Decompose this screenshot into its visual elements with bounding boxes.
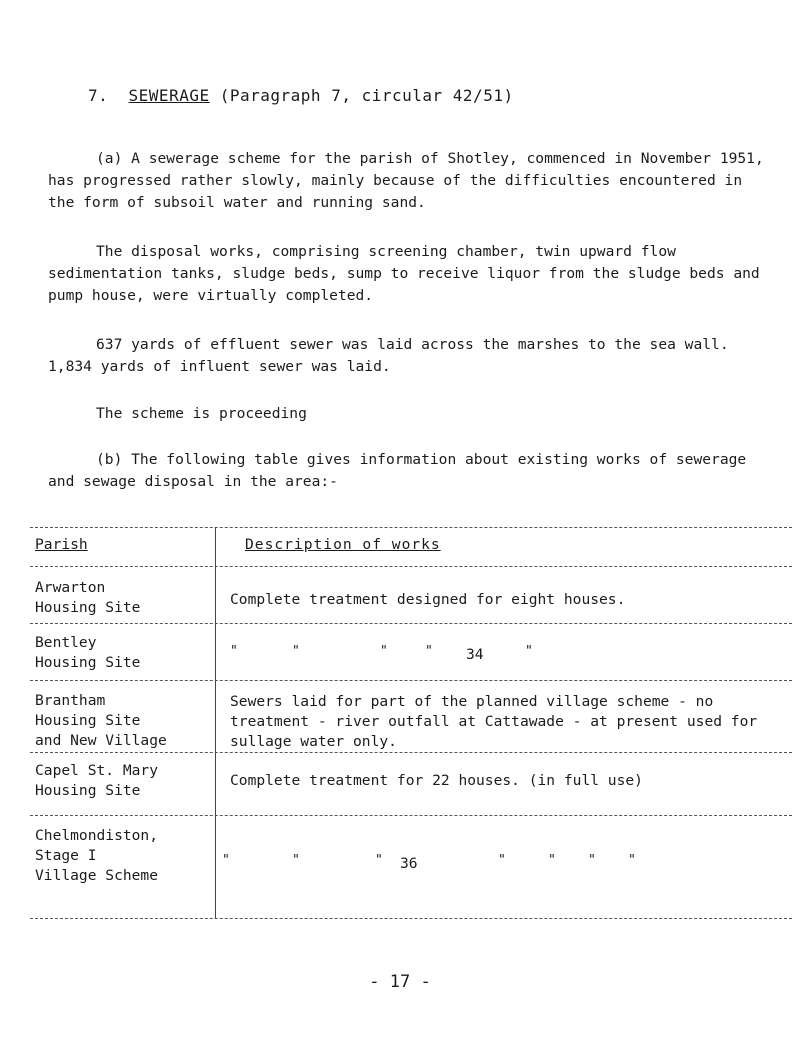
- document-page: 7. SEWERAGE (Paragraph 7, circular 42/51) (a) A sewerage scheme for the parish of Shotley, commenced in November 1951, has progressed rather slowly, mainly because of the difficulties encountered in the form of subsoil water and running sand. The disposal works, comprising screening chamber, twin upward flow sedimentation tanks, sludge beds, sump to receive liquor from the sludge beds and pump house, were virtually completed. 637 yards of effluent sewer was laid across the marshes to the sea wall. 1,834 yards of influent sewer was laid. The scheme is proceeding (b) The following table gives information about existing works of sewerage and sewage disposal in the area:- Parish Description of works Arwarton Housing Site Complete treatment designed for eight houses. Bentley Housing Site " " " " 34 " Brantham Housing Site and New Village Sewers laid for part of the planned village scheme - no treatment - river outfall at Cattawade - at present used for sullage water only. Capel St. Mary Housing Site Complete treatment for 22 houses. (in full use) Chelmondiston, Stage I Village Scheme " " " 36 " " " " - 17 -: [0, 0, 800, 1037]
- header-description: Description of works: [245, 536, 441, 553]
- row-brantham-parish: Brantham Housing Site and New Village: [35, 692, 167, 749]
- row-chelmondiston-houses: 36: [400, 855, 418, 872]
- table-row-rule: [30, 623, 792, 624]
- page-number: - 17 -: [369, 972, 431, 992]
- row-arwarton-parish: Arwarton Housing Site: [35, 579, 141, 616]
- row-capel-parish: Capel St. Mary Housing Site: [35, 762, 159, 799]
- table-rule-header: [30, 566, 792, 567]
- row-bentley-parish: Bentley Housing Site: [35, 634, 141, 671]
- section-number: 7.: [88, 86, 109, 105]
- row-bentley-houses: 34: [466, 646, 484, 663]
- paragraph-b: (b) The following table gives information about existing works of sewerage and sewage disposal in the area:-: [48, 451, 755, 490]
- table-row-rule: [30, 680, 792, 681]
- table-row-rule: [30, 752, 792, 753]
- paragraph-sewer-lengths: 637 yards of effluent sewer was laid across the marshes to the sea wall. 1,834 yards of influent sewer was laid.: [48, 336, 738, 375]
- row-capel-description: Complete treatment for 22 houses. (in full use): [230, 772, 643, 789]
- paragraph-proceeding: The scheme is proceeding: [96, 405, 307, 422]
- table-row-rule: [30, 815, 792, 816]
- section-reference: (Paragraph 7, circular 42/51): [219, 86, 514, 105]
- table-rule-top: [30, 527, 792, 528]
- header-parish: Parish: [35, 536, 88, 553]
- table-rule-bottom: [30, 918, 792, 919]
- row-arwarton-description: Complete treatment designed for eight houses.: [230, 591, 626, 608]
- paragraph-a: (a) A sewerage scheme for the parish of Shotley, commenced in November 1951, has progressed rather slowly, mainly because of the difficulties encountered in the form of subsoil water and running sand.: [48, 150, 773, 211]
- table-column-divider: [215, 527, 216, 919]
- section-heading: [88, 86, 514, 105]
- row-brantham-description: Sewers laid for part of the planned village scheme - no treatment - river outfall at Cattawade - at present used for sullage water only.: [230, 693, 766, 750]
- section-title: SEWERAGE: [128, 86, 210, 105]
- row-chelmondiston-parish: Chelmondiston, Stage I Village Scheme: [35, 827, 159, 884]
- paragraph-disposal-works: The disposal works, comprising screening chamber, twin upward flow sedimentation tanks, sludge beds, sump to receive liquor from the sludge beds and pump house, were virtually completed.: [48, 243, 769, 304]
